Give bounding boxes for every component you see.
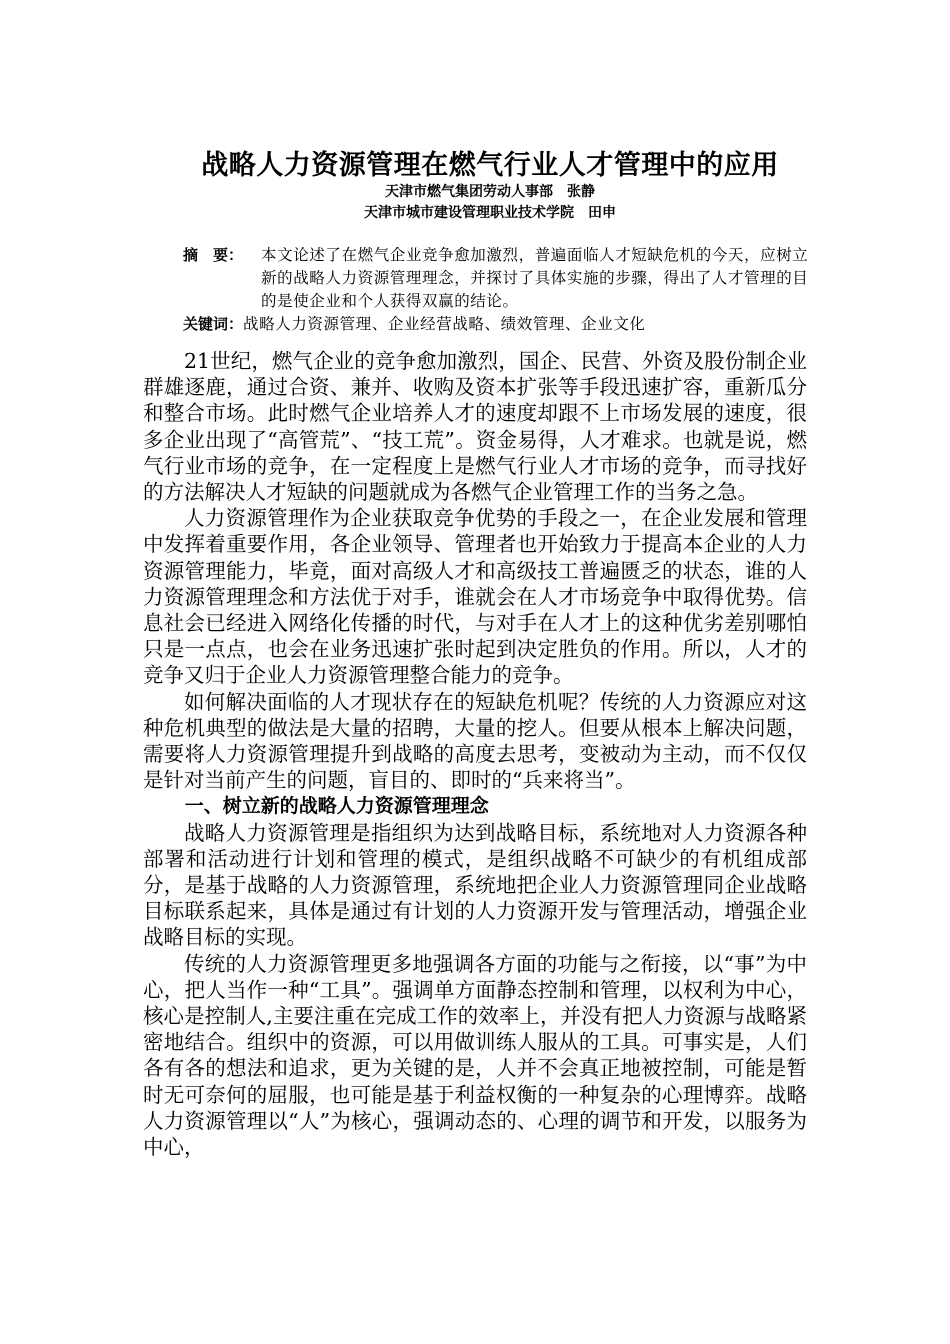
- body-text: [143, 348, 807, 1160]
- body-paragraph: 如何解决面临的人才现状存在的短缺危机呢？传统的人力资源应对这种危机典型的做法是大量的招聘，大量的挖人。但要从根本上解决问题，需要将人力资源管理提升到战略的高度去思考，变被动为主动，而不仅仅是针对当前产生的问题，盲目的、即时的“兵来将当”。: [143, 689, 807, 793]
- paper-title: 战略人力资源管理在燃气行业人才管理中的应用: [201, 150, 779, 181]
- author-line: 天津市燃气集团劳动人事部 张静: [385, 184, 595, 200]
- body-paragraph: 战略人力资源管理是指组织为达到战略目标，系统地对人力资源各种部署和活动进行计划和管理的模式，是组织战略不可缺少的有机组成部分，是基于战略的人力资源管理，系统地把企业人力资源管理同企业战略目标联系起来，具体是通过有计划的人力资源开发与管理活动，增强企业战略目标的实现。: [143, 820, 807, 950]
- body-paragraph: 21世纪，燃气企业的竞争愈加激烈，国企、民营、外资及股份制企业群雄逐鹿，通过合资、兼并、收购及资本扩张等手段迅速扩容，重新瓜分和整合市场。此时燃气企业培养人才的速度却跟不上市场发展的速度，很多企业出现了“高管荒”、“技工荒”。资金易得，人才难求。也就是说，燃气行业市场的竞争，在一定程度上是燃气行业人才市场的竞争，而寻找好的方法解决人才短缺的问题就成为各燃气企业管理工作的当务之急。: [143, 349, 807, 505]
- keywords-label: 关键词：: [183, 315, 244, 333]
- body-paragraph: 人力资源管理作为企业获取竞争优势的手段之一，在企业发展和管理中发挥着重要作用，各企业领导、管理者也开始致力于提高本企业的人力资源管理能力，毕竟，面对高级人才和高级技工普遍匮乏的状态，谁的人力资源管理理念和方法优于对手，谁就会在人才市场竞争中取得优势。信息社会已经进入网络化传播的时代，与对手在人才上的这种优劣差别哪怕只是一点点，也会在业务迅速扩张时起到决定胜负的作用。所以，人才的竞争又归于企业人力资源管理整合能力的竞争。: [143, 506, 807, 688]
- abstract-block: [183, 244, 823, 336]
- abstract-text: 本文论述了在燃气企业竞争愈加激烈，普遍面临人才短缺危机的今天，应树立新的战略人力资源管理理念，并探讨了具体实施的步骤，得出了人才管理的目的是使企业和个人获得双赢的结论。: [261, 246, 809, 310]
- section-heading: 一、树立新的战略人力资源管理理念: [184, 795, 489, 818]
- keywords-row: [183, 313, 823, 336]
- abstract-label: 摘 要：: [183, 246, 244, 264]
- author-line: 天津市城市建设管理职业技术学院 田申: [364, 205, 616, 221]
- abstract-row: [183, 244, 823, 313]
- keywords-text: 战略人力资源管理、企业经营战略、绩效管理、企业文化: [243, 315, 646, 333]
- body-paragraph: 传统的人力资源管理更多地强调各方面的功能与之衔接，以“事”为中心，把人当作一种“工具”。强调单方面静态控制和管理，以权利为中心，核心是控制人,主要注重在完成工作的效率上，并没有把人力资源与战略紧密地结合。组织中的资源，可以用做训练人服从的工具。可事实是，人们各有各的想法和追求，更为关键的是，人并不会真正地被控制，可能是暂时无可奈何的屈服，也可能是基于利益权衡的一种复杂的心理博弈。战略人力资源管理以“人”为核心，强调动态的、心理的调节和开发，以服务为中心，: [143, 951, 807, 1160]
